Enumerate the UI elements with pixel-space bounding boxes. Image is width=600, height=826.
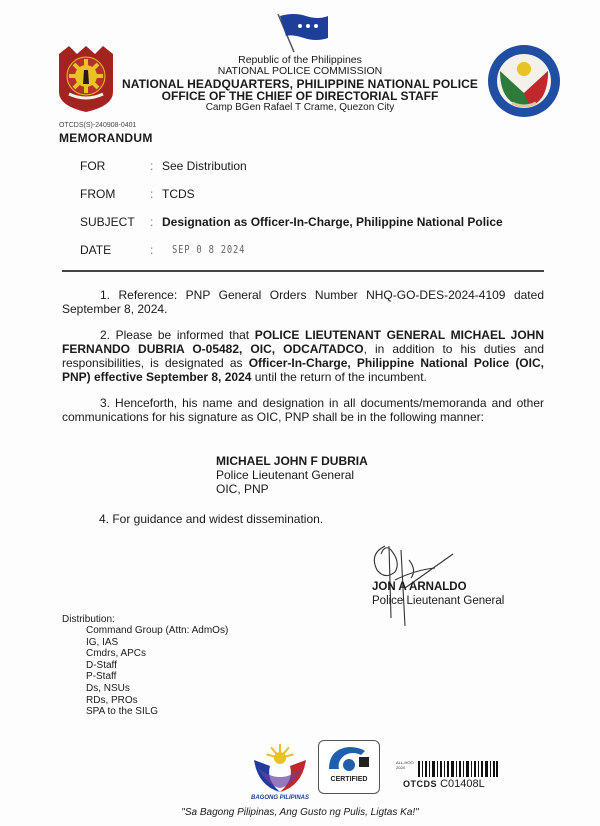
header-nhq: NATIONAL HEADQUARTERS, PHILIPPINE NATIONAL POLICE — [121, 77, 479, 91]
field-label: DATE — [80, 243, 112, 257]
header-napolcom: NATIONAL POLICE COMMISSION — [217, 65, 383, 77]
field-value: See Distribution — [162, 159, 247, 173]
field-subject — [80, 215, 503, 229]
three-star-flag-icon — [272, 10, 332, 54]
date-stamp: SEP 0 8 2024 — [172, 243, 246, 256]
barcode-prefix: OTCDS — [403, 779, 437, 789]
document-type: MEMORANDUM — [59, 131, 153, 145]
paragraph-1 — [62, 288, 544, 316]
certified-label: CERTIFIED — [330, 776, 368, 783]
distribution-item: Ds, NSUs — [86, 682, 130, 694]
paragraph-2-mid: , in addition to his duties and responsibilities, is designated as — [62, 342, 544, 370]
paragraph-2 — [62, 328, 544, 384]
header-republic: Republic of the Philippines — [238, 54, 362, 66]
bagong-pilipinas-label: BAGONG PILIPINAS — [250, 795, 309, 801]
signatory-name: JON A ARNALDO — [372, 581, 467, 593]
field-label: FOR — [80, 159, 106, 173]
paragraph-2-tail: until the return of the incumbent. — [251, 370, 427, 384]
field-label: FROM — [80, 187, 116, 201]
barcode-number — [403, 778, 485, 790]
bagong-pilipinas-logo-icon — [248, 742, 312, 794]
certification-mark-icon — [319, 741, 378, 775]
field-for — [80, 159, 247, 173]
barcode-icon — [418, 761, 498, 777]
distribution-item: SPA to the SILG — [86, 706, 159, 718]
distribution-item: IG, IAS — [86, 636, 119, 648]
header-address: Camp BGen Rafael T Crame, Quezon City — [205, 102, 395, 113]
designation-title: Officer-In-Charge, Philippine National Police (OIC, PNP) effective September 8, 2024 — [62, 356, 544, 384]
field-value: Designation as Officer-In-Charge, Philippine National Police — [162, 215, 503, 229]
signatory-rank: Police Lieutenant General — [372, 595, 505, 607]
paragraph-3-text: 3. Henceforth, his name and designation in all documents/memoranda and other communications for his signature as OIC, PNP shall be in the following manner: — [62, 396, 544, 424]
distribution-item: Cmdrs, APCs — [86, 648, 147, 660]
field-date — [80, 243, 263, 257]
field-colon: : — [150, 215, 154, 229]
barcode-meta-year: 2024 — [396, 765, 405, 770]
field-from — [80, 187, 195, 201]
header-office: OFFICE OF THE CHIEF OF DIRECTORIAL STAFF — [161, 89, 439, 103]
field-value: TCDS — [162, 187, 195, 201]
barcode-meta — [396, 760, 414, 770]
distribution-item: P-Staff — [86, 671, 117, 683]
iso-certified-badge — [318, 740, 380, 794]
signatory-block — [372, 580, 504, 608]
distribution-item: D-Staff — [86, 659, 117, 671]
field-colon: : — [150, 159, 154, 173]
header-divider — [62, 270, 544, 272]
distribution-item: RDs, PROs — [86, 694, 138, 706]
field-colon: : — [150, 187, 154, 201]
paragraph-3 — [62, 396, 544, 424]
field-colon: : — [150, 243, 154, 257]
footer-motto: "Sa Bagong Pilipinas, Ang Gusto ng Pulis, Ligtas Ka!" — [181, 807, 419, 818]
paragraph-1-text: 1. Reference: PNP General Orders Number NHQ-GO-DES-2024-4109 dated September 8, 2024. — [62, 288, 544, 316]
paragraph-2-lead: 2. Please be informed that — [100, 328, 255, 342]
designee-name: MICHAEL JOHN F DUBRIA — [216, 454, 368, 468]
distribution-title: Distribution: — [62, 614, 115, 625]
designee-full-name: POLICE LIEUTENANT GENERAL MICHAEL JOHN FERNANDO DUBRIA O-05482, OIC, ODCA/TADCO — [62, 328, 544, 356]
control-number: OTCDS(S)-240908-0401 — [59, 122, 137, 129]
distribution-item: Command Group (Attn: AdmOs) — [86, 625, 229, 636]
paragraph-4: 4. For guidance and widest dissemination. — [99, 512, 324, 526]
distribution-list — [86, 625, 228, 718]
designee-position: OIC, PNP — [216, 482, 269, 496]
barcode-code: C01408L — [440, 778, 485, 790]
field-label: SUBJECT — [80, 215, 135, 229]
designee-signature-block — [216, 454, 368, 496]
barcode-meta-top: ALL-HOO — [396, 760, 414, 765]
designee-rank: Police Lieutenant General — [216, 468, 355, 482]
